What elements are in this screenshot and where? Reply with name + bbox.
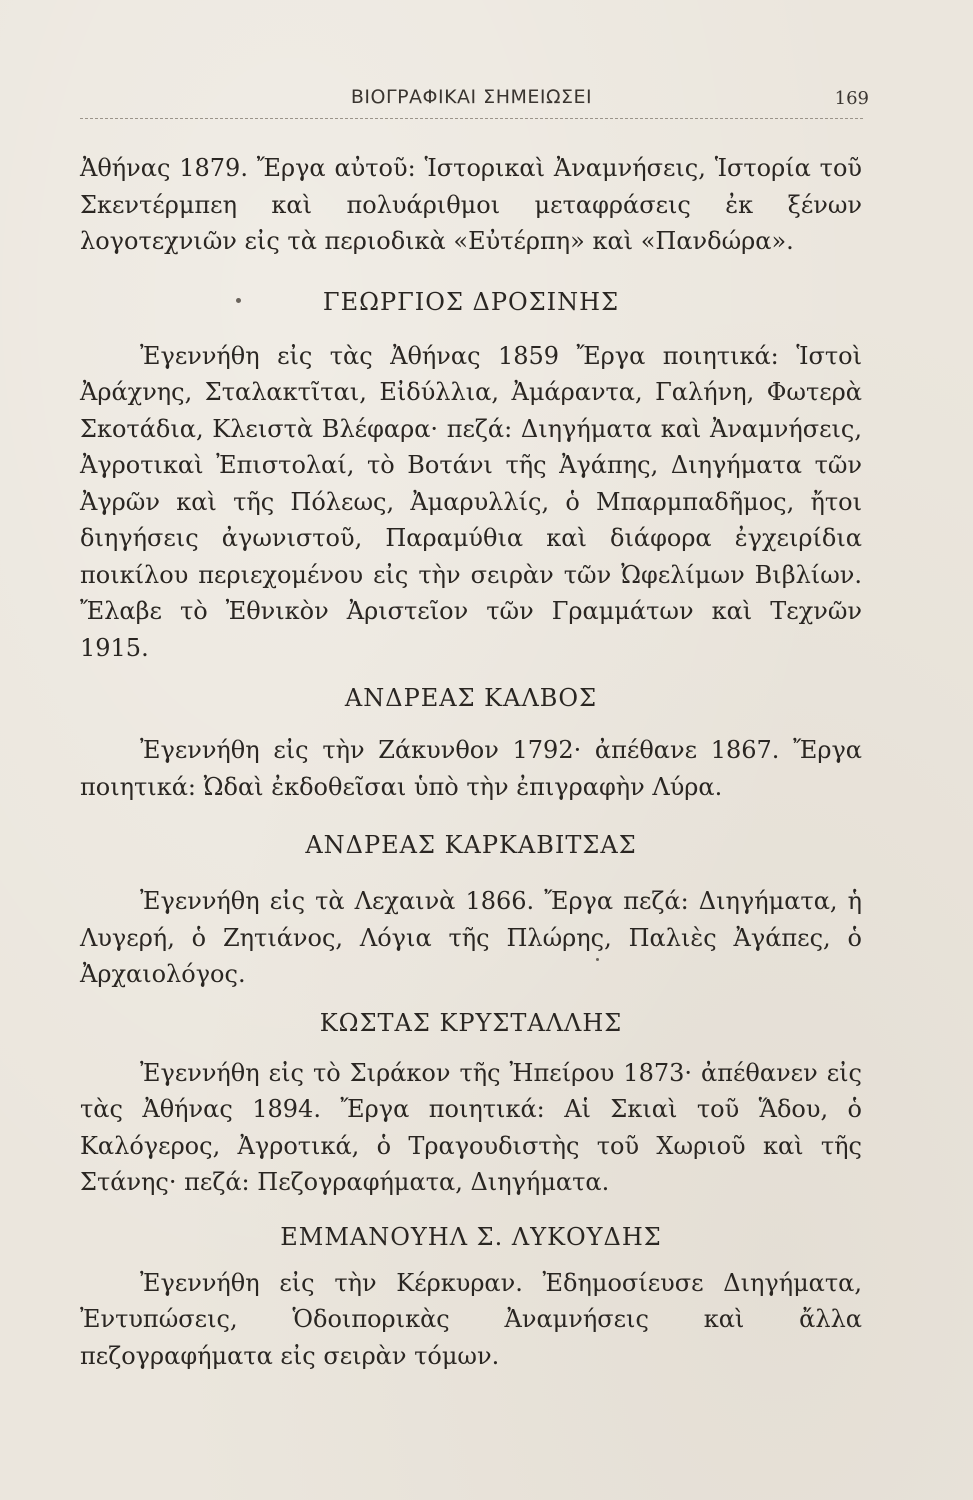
section-heading-krystallis: ΚΩΣΤΑΣ ΚΡΥΣΤΑΛΛΗΣ <box>319 1008 623 1037</box>
section-heading-kalvos: ΑΝΔΡΕΑΣ ΚΑΛΒΟΣ <box>344 684 598 712</box>
body-text <box>80 150 862 1374</box>
continuation-paragraph: Ἀθήνας 1879. Ἔργα αὐτοῦ: Ἱστορικαὶ Ἀναμνήσεις, Ἱστορία τοῦ Σκεντέρμπεη καὶ πολυάριθμοι μεταφράσεις ἐκ ξένων λογοτεχνιῶν εἰς τὰ περιοδικὰ «Εὐτέρπη» καὶ «Πανδώρα». <box>80 154 862 255</box>
paragraph-kalvos: Ἐγεννήθη εἰς τὴν Ζάκυνθον 1792· ἀπέθανε 1867. Ἔργα ποιητικά: Ὠδαὶ ἐκδοθεῖσαι ὑπὸ τὴν ἐπιγραφὴν Λύρα. <box>80 736 862 801</box>
section-heading-lykoudis: ΕΜΜΑΝΟΥΗΛ Σ. ΛΥΚΟΥΔΗΣ <box>280 1222 662 1251</box>
paragraph-drosinis: Ἐγεννήθη εἰς τὰς Ἀθήνας 1859 Ἔργα ποιητικά: Ἱστοὶ Ἀράχνης, Σταλακτῖται, Εἰδύλλια, Ἀμάραντα, Γαλήνη, Φωτερὰ Σκοτάδια, Κλειστὰ Βλέφαρα· πεζά: Διηγήματα καὶ Ἀναμνήσεις, Ἀγροτικαὶ Ἐπιστολαί, τὸ Βοτάνι τῆς Ἀγάπης, Διηγήματα τῶν Ἀγρῶν καὶ τῆς Πόλεως, Ἀμαρυλλίς, ὁ Μπαρμπαδῆμος, ἤτοι διηγήσεις ἀγωνιστοῦ, Παραμύθια καὶ διάφορα ἐγχειρίδια ποικίλου περιεχομένου εἰς τὴν σειρὰν τῶν Ὠφελίμων Βιβλίων. Ἔλαβε τὸ Ἐθνικὸν Ἀριστεῖον τῶν Γραμμάτων καὶ Τεχνῶν 1915. <box>80 341 862 662</box>
section-heading-drosinis: ΓΕΩΡΓΙΟΣ ΔΡΟΣΙΝΗΣ <box>322 287 620 316</box>
page-number: 169 <box>834 88 869 109</box>
ink-speck <box>236 298 241 303</box>
section-heading-karkavitsas: ΑΝΔΡΕΑΣ ΚΑΡΚΑΒΙΤΣΑΣ <box>305 831 637 859</box>
paragraph-lykoudis: Ἐγεννήθη εἰς τὴν Κέρκυραν. Ἐδημοσίευσε Διηγήματα, Ἐντυπώσεις, Ὁδοιπορικὰς Ἀναμνήσεις καὶ ἄλλα πεζογραφήματα εἰς σειρὰν τόμων. <box>80 1268 862 1370</box>
running-title: ΒΙΟΓΡΑΦΙΚΑΙ ΣΗΜΕΙΩΣΕΙ <box>350 86 593 108</box>
page-header <box>80 86 869 119</box>
ink-speck <box>596 958 599 961</box>
paragraph-karkavitsas: Ἐγεννήθη εἰς τὰ Λεχαινὰ 1866. Ἔργα πεζά: Διηγήματα, ἡ Λυγερή, ὁ Ζητιάνος, Λόγια τῆς Πλώρης, Παλιὲς Ἀγάπες, ὁ Ἀρχαιολόγος. <box>80 887 862 988</box>
paragraph-krystallis: Ἐγεννήθη εἰς τὸ Σιράκον τῆς Ἠπείρου 1873· ἀπέθανεν εἰς τὰς Ἀθήνας 1894. Ἔργα ποιητικά: Αἱ Σκιαὶ τοῦ Ἅδου, ὁ Καλόγερος, Ἀγροτικά, ὁ Τραγουδιστὴς τοῦ Χωριοῦ καὶ τῆς Στάνης· πεζά: Πεζογραφήματα, Διηγήματα. <box>80 1058 862 1196</box>
